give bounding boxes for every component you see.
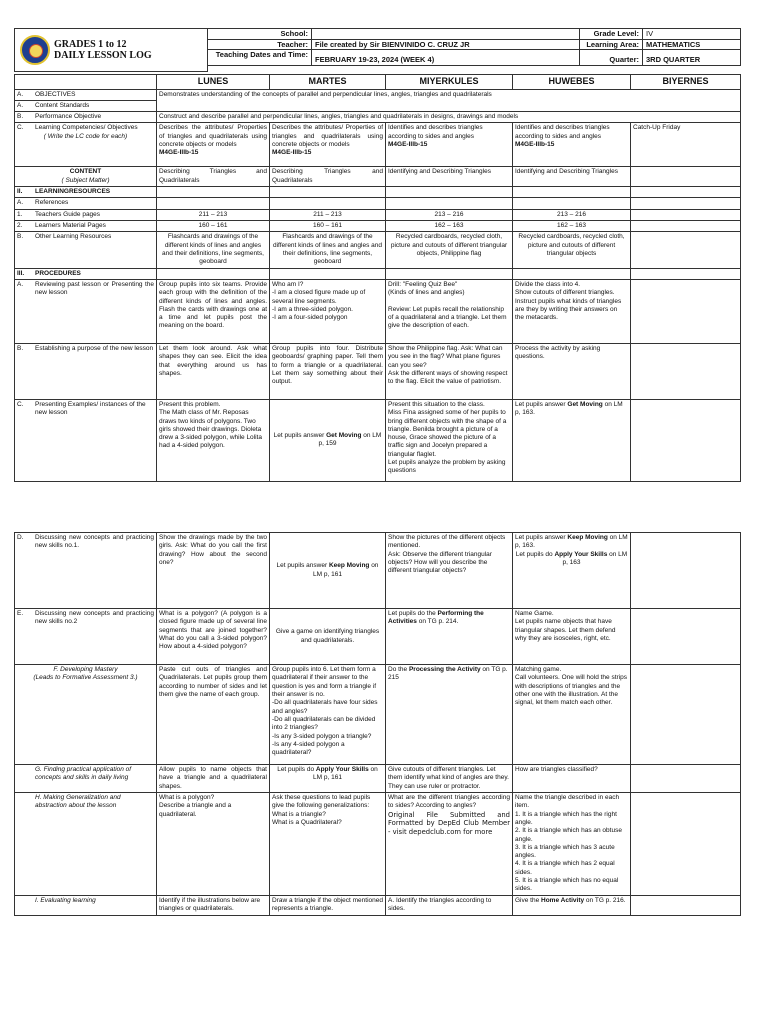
cell-text: Apply Your Skills xyxy=(554,550,608,558)
cell-text: ( Write the LC code for each) xyxy=(43,132,128,140)
table-cell xyxy=(513,187,631,198)
cell-text: M4GE-IIIb-15 xyxy=(388,141,428,149)
cell-text: Draw a triangle if the object mentioned represents a triangle. xyxy=(270,895,386,915)
table-cell xyxy=(631,167,741,187)
cell-text: Name the triangle described in each item. 1. It is a triangle which has the right angle. 2. It is a triangle which has an obtuse angle. 3. It is a triangle which has 3 acute angles. 4. It is a triangle which has 2 equal sides. 5. It is a triangle which has no equal sides. xyxy=(513,792,631,895)
table-cell xyxy=(157,123,270,167)
cell-text: on TG p. 215 xyxy=(388,666,508,682)
cell-text: Identifies and describes triangles according to sides and angles xyxy=(515,124,610,140)
cell-text: Do the xyxy=(388,666,409,673)
cell-text: Discussing new concepts and practicing new skills no.2 xyxy=(35,610,154,626)
cell-text: 211 – 213 xyxy=(157,209,270,220)
cell-text: Let pupils do the xyxy=(388,610,438,617)
other-resources-row xyxy=(15,232,741,268)
cell-text: References xyxy=(35,199,69,207)
table-cell xyxy=(513,399,631,481)
table-cell xyxy=(631,792,741,895)
cell-text: Catch-Up Friday xyxy=(631,123,741,167)
cell-text: III. xyxy=(17,269,25,277)
table-cell xyxy=(631,895,741,915)
cell-text: C. xyxy=(17,400,24,408)
performance-row xyxy=(15,112,741,123)
cell-text: Let them look around. Ask what shapes they can see. Elicit the idea that everything around us has shapes. xyxy=(157,343,270,399)
quarter-label: Quarter: xyxy=(580,50,643,66)
cell-text: Let pupils do xyxy=(277,766,316,773)
cell-text: on TG p. 214. xyxy=(416,618,459,626)
table-cell xyxy=(270,187,386,198)
cell-text: What is a polygon? (A polygon is a closed figure made up of several line segments that are joined together? What do you call a 3-sided polygon? How about a 4-sided polygon? xyxy=(157,609,270,665)
practical-row xyxy=(15,765,741,793)
cell-text: Recycled cardboards, recycled cloth, picture and cutouts of different triangular objects, Philippine flag xyxy=(386,232,513,268)
cell-text: Paste cut outs of triangles and Quadrilaterals. Let pupils group them according to number of sides and let them give the name of each group. xyxy=(157,665,270,765)
cell-text: Give a game on identifying triangles and quadrilaterals. xyxy=(270,609,386,665)
cell-text: Content Standards xyxy=(35,101,90,109)
cell-text: Let pupils answer xyxy=(273,432,327,440)
cell-text: 2. xyxy=(17,222,23,230)
cell-text: Apply Your Skills xyxy=(315,766,369,773)
cell-text: Performing the Activities xyxy=(388,610,484,626)
school-label: School: xyxy=(208,29,312,40)
cell-text: OBJECTIVES xyxy=(35,90,76,98)
day-wednesday: MIYERKULES xyxy=(386,75,513,90)
table-cell xyxy=(631,609,741,665)
table-cell xyxy=(15,533,157,609)
table-cell xyxy=(631,221,741,232)
cell-text: A. xyxy=(17,90,24,98)
cell-text: A. xyxy=(17,280,24,288)
table-cell xyxy=(631,343,741,399)
cell-text: on LM p, 163. xyxy=(515,534,628,550)
cell-text: Home Activity xyxy=(541,896,585,904)
table-cell xyxy=(157,198,270,209)
table-cell xyxy=(15,112,157,123)
generalization-row xyxy=(15,792,741,895)
grade-value: IV xyxy=(643,29,741,40)
cell-text: Let pupils answer xyxy=(515,400,568,408)
day-thursday: HUWEBES xyxy=(513,75,631,90)
mastery-row xyxy=(15,665,741,765)
table-cell xyxy=(513,895,631,915)
area-value: MATHEMATICS xyxy=(643,39,741,50)
table-cell xyxy=(15,343,157,399)
table-cell xyxy=(386,187,513,198)
cell-text: Let pupils do xyxy=(515,550,555,558)
table-cell xyxy=(15,279,157,343)
cell-text: 1. xyxy=(17,210,23,218)
cell-text: B. xyxy=(17,344,24,352)
cell-text: CONTENT xyxy=(69,168,102,176)
dll-page-2 xyxy=(14,532,740,916)
teacher-value: File created by Sir BIENVINIDO C. CRUZ JR xyxy=(312,39,580,50)
cell-text: ( Subject Matter) xyxy=(61,176,110,184)
cell-text: D. xyxy=(17,534,24,541)
table-cell xyxy=(270,268,386,279)
cell-text: Describing Triangles and Quadrilaterals xyxy=(157,167,270,187)
cell-text: How are triangles classified? xyxy=(513,765,631,793)
table-cell xyxy=(15,75,157,90)
dates-label: Teaching Dates and Time: xyxy=(208,50,312,66)
teacher-label: Teacher: xyxy=(208,39,312,50)
cell-text: 211 – 213 xyxy=(270,209,386,220)
table-cell xyxy=(15,89,157,100)
cell-text: What is a polygon? Describe a triangle and a quadrilateral. xyxy=(157,792,270,895)
examples-row xyxy=(15,399,741,481)
table-cell xyxy=(386,268,513,279)
table-cell xyxy=(386,665,513,765)
cell-text: E. xyxy=(17,610,24,617)
cell-text: I. Evaluating learning xyxy=(15,895,157,915)
cell-text: Matching game. Call volunteers. One will hold the strips with descriptions of triangles and the other one with the illustration. At the signal, let them match each other. xyxy=(513,665,631,765)
table-cell xyxy=(15,167,157,187)
evaluating-row xyxy=(15,895,741,915)
table-cell xyxy=(15,221,157,232)
cell-text: Let pupils answer xyxy=(276,562,329,570)
cell-text: A. Identify the triangles according to sides. xyxy=(386,895,513,915)
day-monday: LUNES xyxy=(157,75,270,90)
table-cell xyxy=(513,268,631,279)
cell-text: Describing Triangles and Quadrilaterals xyxy=(270,167,386,187)
cell-text: F. Developing Mastery xyxy=(53,666,118,673)
header-table xyxy=(14,28,741,72)
cell-text: M4GE-IIIb-15 xyxy=(515,141,555,149)
cell-text: Reviewing past lesson or Presenting the new lesson xyxy=(35,280,154,297)
cell-text: Identifies and describes triangles according to sides and angles xyxy=(388,124,483,140)
cell-text: Identify if the illustrations below are triangles or quadrilaterals. xyxy=(157,895,270,915)
deped-seal-icon xyxy=(20,35,50,65)
cell-text: on LM p, 161 xyxy=(313,562,379,578)
cell-text: Give cutouts of different triangles. Let them identify what kind of angles are they. They can use ruler or protractor. xyxy=(386,765,513,793)
cell-text: Teachers Guide pages xyxy=(35,210,101,218)
cell-text: Show the Philippine flag. Ask: What can you see in the flag? What plane figures can you see? Ask the different ways of showing respect to the flag. Elicit the value of patriotism. xyxy=(386,343,513,399)
cell-text: Let pupils answer xyxy=(515,534,568,541)
cell-text: PROCEDURES xyxy=(35,269,81,277)
school-value xyxy=(312,29,580,40)
cell-text: B. xyxy=(17,113,24,121)
table-cell xyxy=(631,399,741,481)
cell-text: 213 – 216 xyxy=(513,209,631,220)
lm-pages-row xyxy=(15,221,741,232)
table-cell xyxy=(15,209,157,220)
cell-text: on TG p. 216. xyxy=(584,896,626,904)
cell-text: Give the xyxy=(515,896,542,904)
cell-text: Describes the attributes/ Properties of triangles and quadrilaterals using concrete objects or models xyxy=(272,124,383,149)
cell-text: Recycled cardboards, recycled cloth, picture and cutouts of different triangular objects xyxy=(513,232,631,268)
purpose-row xyxy=(15,343,741,399)
cell-text: Get Moving xyxy=(326,432,362,440)
cell-text: Presenting Examples/ instances of the new lesson xyxy=(35,400,146,417)
grade-label: Grade Level: xyxy=(580,29,643,40)
table-cell xyxy=(157,268,270,279)
header-logo-cell xyxy=(15,29,208,72)
procedures-row xyxy=(15,268,741,279)
cell-text: Other Learning Resources xyxy=(35,233,112,241)
table-cell xyxy=(386,123,513,167)
title-grades: GRADES 1 to 12 xyxy=(54,38,127,50)
table-cell xyxy=(631,765,741,793)
table-cell xyxy=(270,198,386,209)
table-cell xyxy=(15,609,157,665)
table-cell xyxy=(386,609,513,665)
table-cell xyxy=(631,232,741,268)
objectives-row xyxy=(15,89,741,100)
competencies-row xyxy=(15,123,741,167)
cell-text: Keep Moving xyxy=(567,534,608,541)
cell-text: Show the pictures of the different objects mentioned. Ask: Observe the different triangular objects? How will you describe the different triangular objects? xyxy=(386,533,513,609)
cell-text: Learners Material Pages xyxy=(35,222,106,230)
table-cell xyxy=(15,187,157,198)
discuss2-row xyxy=(15,609,741,665)
table-cell xyxy=(631,268,741,279)
cell-text: Describes the attributes/ Properties of triangles and quadrilaterals using concrete objects or models xyxy=(159,124,267,149)
table-cell xyxy=(270,123,386,167)
day-tuesday: MARTES xyxy=(270,75,386,90)
table-cell xyxy=(15,399,157,481)
objectives-value: Demonstrates understanding of the concepts of parallel and perpendicular lines, angles, triangles and quadrilaterals xyxy=(157,89,741,112)
cell-text: M4GE-IIIb-15 xyxy=(272,149,312,157)
cell-text: G. Finding practical application of concepts and skills in daily living xyxy=(15,765,157,793)
cell-text: Group pupils into six teams. Provide each group with the definition of the different kinds of lines and angles. Flash the cards with drawings one at a time and let pupils post the meaning on the board. xyxy=(157,279,270,343)
cell-text: 162 – 163 xyxy=(386,221,513,232)
table-cell xyxy=(631,533,741,609)
cell-text: on LM p, 163 xyxy=(562,550,628,566)
cell-text: Flashcards and drawings of the different kinds of lines and angles and their definitions, line segments, geoboard xyxy=(157,232,270,268)
content-row xyxy=(15,167,741,187)
table-cell xyxy=(631,279,741,343)
depedclub-watermark: Original File Submitted and Formatted by DepEd Club Member - visit depedclub.com for more xyxy=(388,810,510,836)
cell-text: Show the drawings made by the two girls. Ask: What do you call the first drawing? How about the second one? xyxy=(157,533,270,609)
cell-text: Group pupils into 6. Let them form a quadrilateral if their answer to the question is yes and form a triangle if their answer is no. -Do all quadrilaterals have four sides and angles? -Do all quadrilaterals can be divided into 2 triangles? -Is any 3-sided polygon a triangle? -Is any 4-sided polygon a quadrilateral? xyxy=(270,665,386,765)
table-cell xyxy=(15,665,157,765)
cell-text: Present this situation to the class. Miss Fina assigned some of her pupils to bring different objects with the shape of a triangle. Benilda brought a picture of a house, Grace showed the picture of a traffic sign and Jocelyn prepared a triangular flaglet. Let pupils analyze the problem by asking questions xyxy=(386,399,513,481)
table-cell xyxy=(631,665,741,765)
table-cell xyxy=(15,232,157,268)
cell-text: Flashcards and drawings of the different kinds of lines and angles and their definitions, line segments, geoboard xyxy=(270,232,386,268)
discuss1-row xyxy=(15,533,741,609)
cell-text: C. xyxy=(17,124,24,132)
cell-text: Learning Competencies/ Objectives xyxy=(35,124,138,132)
table-cell xyxy=(386,198,513,209)
cell-text: H. Making Generalization and abstraction about the lesson xyxy=(15,792,157,895)
lesson-table-2 xyxy=(14,532,741,916)
cell-text: Ask these questions to lead pupils give the following generalizations: What is a triangle? What is a Quadrilateral? xyxy=(270,792,386,895)
cell-text: (Leads to Formative Assessment 3.) xyxy=(33,674,138,682)
cell-text: Present this problem. The Math class of Mr. Reposas draws two kinds of polygons. Two girls showed their drawings. Dioleta drew a 3-sided polygon, while Lolita had a 4-sided polygon. xyxy=(157,399,270,481)
cell-text: B. xyxy=(17,233,24,241)
cell-text: 213 – 216 xyxy=(386,209,513,220)
cell-text: on LM p, 163. xyxy=(515,400,623,417)
cell-text: Establishing a purpose of the new lesson xyxy=(35,344,154,352)
cell-text: on LM p, 159 xyxy=(318,432,382,448)
day-friday: BIYERNES xyxy=(631,75,741,90)
table-cell xyxy=(270,765,386,793)
cell-text: Divide the class into 4. Show cutouts of different triangles. Instruct pupils what kinds of triangles are they by writing their answers on the metacards. xyxy=(513,279,631,343)
table-cell xyxy=(270,399,386,481)
table-cell xyxy=(513,533,631,609)
cell-text: Group pupils into four. Distribute geoboards/ graphing paper. Tell them to form a triangle or a quadrilateral. Let them say something about their output. xyxy=(270,343,386,399)
cell-text: 162 – 163 xyxy=(513,221,631,232)
cell-text: Identifying and Describing Triangles xyxy=(513,167,631,187)
table-cell xyxy=(631,209,741,220)
title-daily-lesson-log: DAILY LESSON LOG xyxy=(54,50,152,61)
tg-pages-row xyxy=(15,209,741,220)
lesson-table-1 xyxy=(14,74,741,482)
table-cell xyxy=(513,123,631,167)
references-row xyxy=(15,198,741,209)
cell-text: Process the activity by asking questions. xyxy=(513,343,631,399)
cell-text: Discussing new concepts and practicing new skills no.1. xyxy=(35,534,154,550)
cell-text: A. xyxy=(17,101,24,109)
cell-text: Drill: "Feeling Quiz Bee" (Kinds of lines and angles) Review: Let pupils recall the relationship of a quadrilateral and a triangle. Let them give the description of each. xyxy=(386,279,513,343)
dll-page-1 xyxy=(14,28,740,482)
table-cell xyxy=(15,123,157,167)
area-label: Learning Area: xyxy=(580,39,643,50)
table-cell xyxy=(513,198,631,209)
cell-text: LEARNINGRESOURCES xyxy=(35,188,111,196)
cell-text: Performance Objective xyxy=(35,113,102,121)
day-header-row xyxy=(15,75,741,90)
table-cell xyxy=(631,198,741,209)
cell-text: II. xyxy=(17,188,23,196)
table-cell xyxy=(631,187,741,198)
cell-text: Keep Moving xyxy=(328,562,370,570)
table-cell xyxy=(15,268,157,279)
cell-text: 160 – 161 xyxy=(157,221,270,232)
table-cell xyxy=(270,533,386,609)
quarter-value: 3RD QUARTER xyxy=(643,50,741,66)
cell-text: 160 – 161 xyxy=(270,221,386,232)
cell-text: on LM p, 161 xyxy=(313,766,378,782)
table-cell xyxy=(208,66,741,72)
performance-value: Construct and describe parallel and perpendicular lines, angles, triangles and quadrilaterals in designs, drawings and models xyxy=(157,112,741,123)
table-cell xyxy=(15,198,157,209)
cell-text: Processing the Activity xyxy=(408,666,481,673)
review-row xyxy=(15,279,741,343)
cell-text: Name Game. Let pupils name objects that have triangular shapes. Let them defend why they are isosceles, right, etc. xyxy=(513,609,631,665)
cell-text: Identifying and Describing Triangles xyxy=(386,167,513,187)
cell-text: M4GE-IIIb-15 xyxy=(159,149,199,157)
table-cell xyxy=(386,792,513,895)
table-cell xyxy=(15,100,157,111)
cell-text: What are the different triangles according to sides? According to angles? xyxy=(388,793,510,810)
resources-row xyxy=(15,187,741,198)
dates-value: FEBRUARY 19-23, 2024 (WEEK 4) xyxy=(312,50,580,66)
table-cell xyxy=(157,187,270,198)
cell-text: Allow pupils to name objects that have a triangle and a quadrilateral shapes. xyxy=(157,765,270,793)
cell-text: A. xyxy=(17,199,24,207)
cell-text: Get Moving xyxy=(567,400,603,408)
cell-text: Who am I? -I am a closed figure made up of several line segments. -I am a three-sided polygon. -I am a four-sided polygon xyxy=(270,279,386,343)
dll-title xyxy=(54,39,152,62)
